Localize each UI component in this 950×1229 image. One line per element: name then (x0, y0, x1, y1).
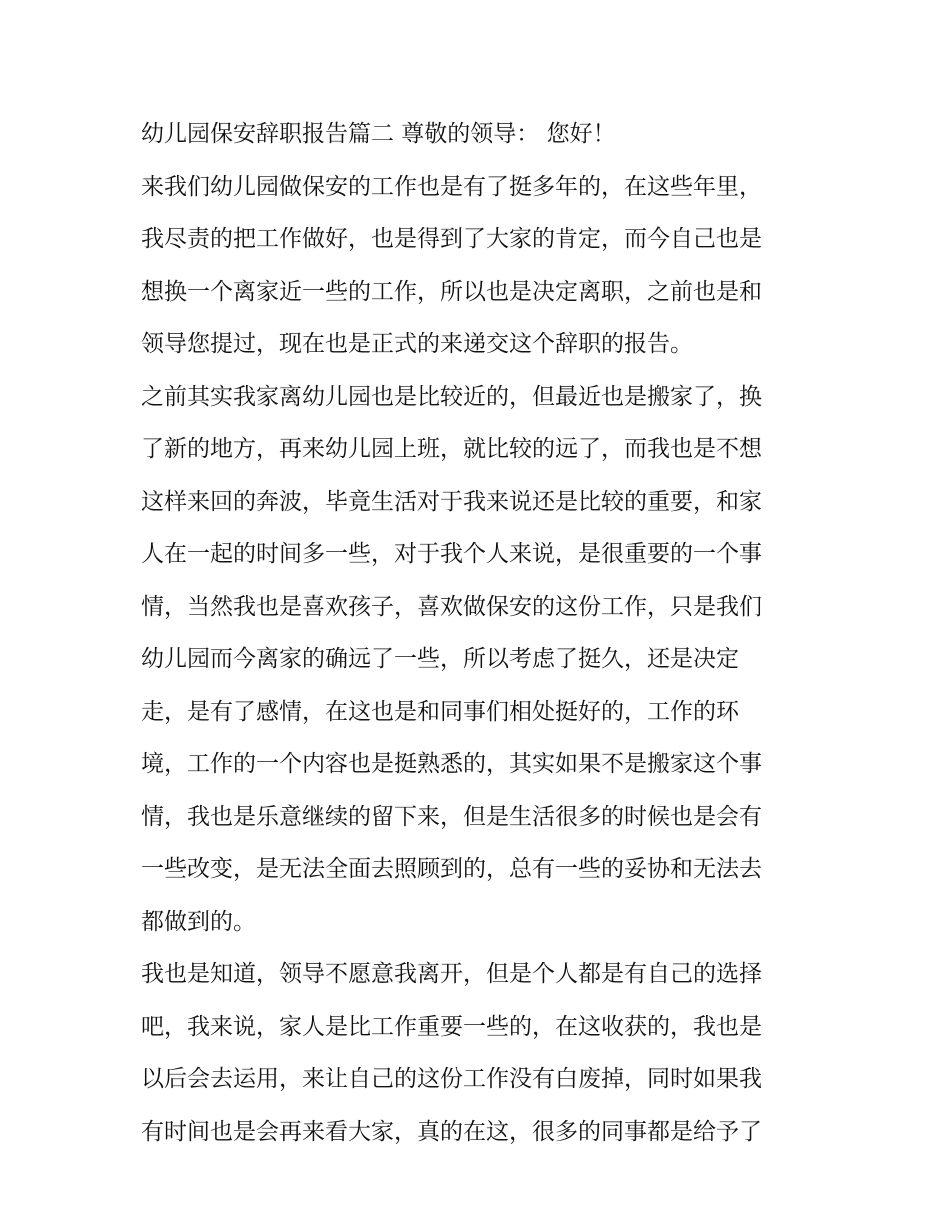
text-line: 吧，我来说，家人是比工作重要一些的，在这收获的，我也是 (141, 1013, 762, 1040)
text-line: 幼儿园而今离家的确远了一些，所以考虑了挺久，还是决定 (141, 646, 739, 672)
text-line: 我尽责的把工作做好，也是得到了大家的肯定，而今自己也是 (141, 226, 762, 252)
text-line: 都做到的。 (141, 908, 256, 935)
text-line: 以后会去运用，来让自己的这份工作没有白废掉，同时如果我 (141, 1066, 762, 1092)
text-line: 境，工作的一个内容也是挺熟悉的，其实如果不是搬家这个事 (141, 751, 762, 777)
document-body (141, 108, 813, 1158)
text-line: 走，是有了感情，在这也是和同事们相处挺好的，工作的环 (141, 698, 739, 725)
text-line: 我也是知道，领导不愿意我离开，但是个人都是有自己的选择 (141, 961, 762, 987)
text-line-title: 幼儿园保安辞职报告篇二 尊敬的领导： 您好！ (141, 121, 616, 147)
text-line: 想换一个离家近一些的工作，所以也是决定离职，之前也是和 (141, 278, 762, 305)
text-line: 来我们幼儿园做保安的工作也是有了挺多年的，在这些年里， (141, 173, 762, 200)
text-line: 情，当然我也是喜欢孩子，喜欢做保安的这份工作，只是我们 (141, 593, 762, 620)
text-line: 一些改变，是无法全面去照顾到的，总有一些的妥协和无法去 (141, 856, 762, 882)
text-line: 人在一起的时间多一些，对于我个人来说，是很重要的一个事 (141, 541, 762, 567)
text-line: 这样来回的奔波，毕竟生活对于我来说还是比较的重要，和家 (141, 488, 762, 515)
text-line: 之前其实我家离幼儿园也是比较近的，但最近也是搬家了，换 (141, 383, 762, 410)
text-line: 领导您提过，现在也是正式的来递交这个辞职的报告。 (141, 331, 693, 357)
text-line: 情，我也是乐意继续的留下来，但是生活很多的时候也是会有 (141, 803, 762, 830)
text-line: 有时间也是会再来看大家，真的在这，很多的同事都是给予了 (141, 1118, 762, 1145)
text-line: 了新的地方，再来幼儿园上班，就比较的远了，而我也是不想 (141, 436, 762, 462)
